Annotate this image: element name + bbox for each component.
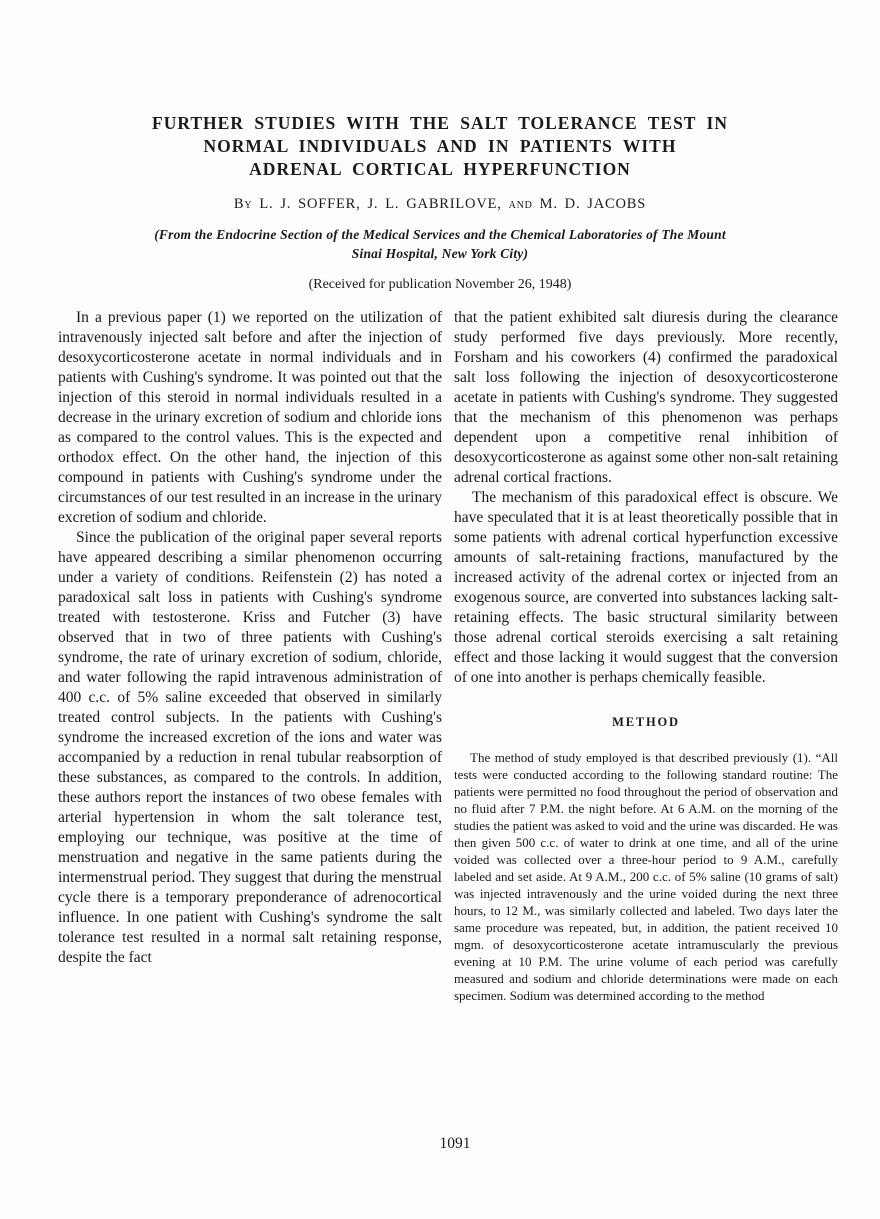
- article-title: [0, 112, 880, 181]
- paragraph-mechanism: The mechanism of this paradoxical effect is obscure. We have speculated that it is at least theoretically possible that in some patients with adrenal cortical hyperfunction excessive amounts of salt-retaining fractions, manufactured by the increased activity of the adrenal cortex or injected from an exogenous source, are converted into substances lacking salt-retaining effects. The basic structural similarity between those adrenal cortical steroids exercising a salt retaining effect and those lacking it would suggest that the conversion of one into another is perhaps chemically feasible.: [454, 489, 838, 686]
- article-header: [0, 0, 880, 293]
- byline: [0, 196, 880, 213]
- title-line-2: NORMAL INDIVIDUALS AND IN PATIENTS WITH: [203, 136, 677, 156]
- article-body: [0, 308, 880, 1004]
- paragraph-reports: Since the publication of the original paper several reports have appeared describing a similar phenomenon occurring under a variety of conditions. Reifenstein (2) has noted a paradoxical salt loss in patients with Cushing's syndrome treated with testosterone. Kriss and Futcher (3) have observed that in two of three patients with Cushing's syndrome, the rate of urinary excretion of sodium, chloride, and water following the rapid intravenous administration of 400 c.c. of 5% saline exceeded that observed in similarly treated control subjects. In the patients with Cushing's syndrome the increased excretion of the ions and water was accompanied by a reduction in renal tubular reabsorption of these substances, as compared to the controls. In addition, these authors report the instances of two obese females with arterial hypertension in whom the salt tolerance test, employing our technique, was positive at the time of menstruation and negative in the same patients during the intermenstrual period. They suggest that during the menstrual cycle there is a temporary preponderance of adrenocortical influence. In one patient with Cushing's syndrome the salt tolerance test resulted in a normal salt retaining response, despite the fact: [58, 529, 442, 966]
- paragraph-intro: In a previous paper (1) we reported on the utilization of intravenously injected salt before and after the injection of desoxycorticosterone acetate in normal individuals and in patients with Cushing's syndrome. It was pointed out that the injection of this steroid in normal individuals resulted in a decrease in the urinary excretion of sodium and chloride ions as compared to the control values. This is the expected and orthodox effect. On the other hand, the injection of this compound in patients with Cushing's syndrome under the circumstances of our test resulted in an increase in the urinary excretion of sodium and chloride.: [58, 309, 442, 526]
- right-column: [454, 308, 838, 1004]
- method-paragraph: The method of study employed is that described previously (1). “All tests were conducted according to the following standard routine: The patients were permitted no food throughout the period of observation and no fluid after 7 P.M. the night before. At 6 A.M. on the morning of the studies the patient was asked to void and the urine was discarded. He was then given 500 c.c. of water to drink at one time, and all of the urine voided was collected over a three-hour period to 9 A.M., carefully labeled and set aside. At 9 A.M., 200 c.c. of 5% saline (10 grams of salt) was injected intravenously and the urine voided during the next three hours, to 12 M., was similarly collected and labeled. Two days later the same procedure was repeated, but, in addition, the patient received 10 mgm. of desoxycorticosterone acetate intramuscularly the previous evening at 10 P.M. The urine volume of each period was carefully measured and sodium and chloride determinations were made on each specimen. Sodium was determined according to the method: [454, 750, 838, 1003]
- left-column: [58, 308, 442, 1004]
- byline-authors-last: M. D. JACOBS: [539, 196, 647, 212]
- title-line-1: FURTHER STUDIES WITH THE SALT TOLERANCE TEST IN: [152, 113, 728, 133]
- received-note: (Received for publication November 26, 1948): [308, 277, 572, 292]
- page-number: 1091: [439, 1135, 471, 1152]
- paragraph-continuation: that the patient exhibited salt diuresis during the clearance study performed five days previously. More recently, Forsham and his coworkers (4) confirmed the paradoxical salt loss following the injection of desoxycorticosterone acetate in patients with Cushing's syndrome. They suggested that the mechanism of this phenomenon was perhaps dependent upon a competitive renal inhibition of desoxycorticosterone as against some other non-salt retaining adrenal cortical fractions.: [454, 309, 838, 486]
- method-section-heading: METHOD: [612, 715, 680, 729]
- affiliation-note: (From the Endocrine Section of the Medical Services and the Chemical Laboratories of The Mount Sinai Hospital, New York City): [154, 227, 726, 261]
- byline-authors-first: L. J. SOFFER, J. L. GABRILOVE,: [259, 196, 502, 212]
- byline-and: and: [508, 196, 533, 212]
- byline-by: By: [233, 196, 253, 212]
- title-line-3: ADRENAL CORTICAL HYPERFUNCTION: [249, 159, 631, 179]
